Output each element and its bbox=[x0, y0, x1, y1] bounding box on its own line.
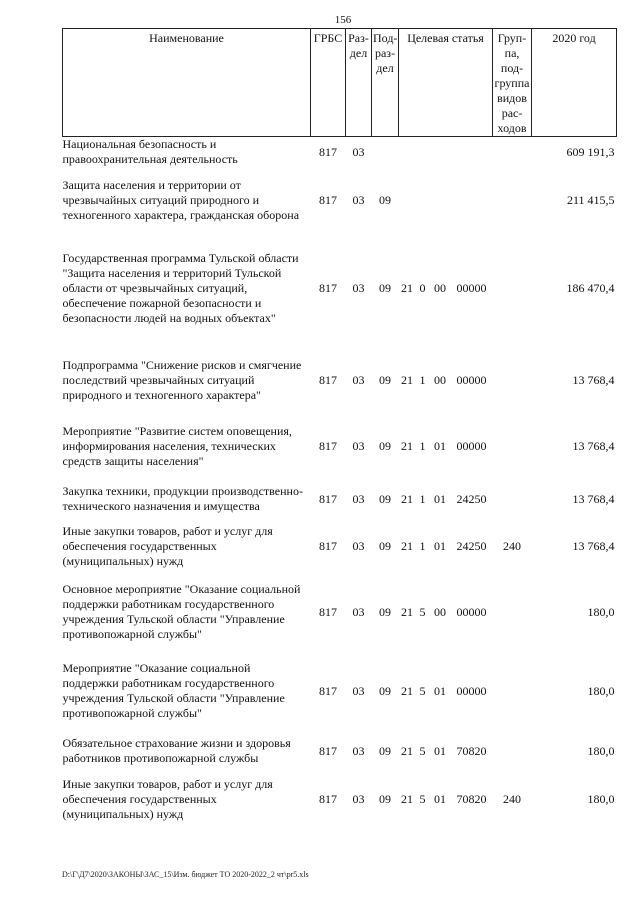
table-row bbox=[63, 137, 617, 168]
cell-name: Подпрограмма "Снижение рисков и смягчение последствий чрезвычайных ситуаций природного и техногенного характера" bbox=[62, 357, 302, 402]
cell-cs-event: 01 bbox=[434, 791, 446, 806]
cell-podrazdel: 09 bbox=[379, 280, 391, 295]
cell-cs-event: 01 bbox=[434, 743, 446, 758]
cell-sum-2020: 211 415,5 bbox=[566, 192, 615, 207]
cell-razdel: 03 bbox=[352, 683, 365, 698]
cell-name: Мероприятие "Оказание социальной поддержки работникам государственного учреждения Тульской области "Управление противопожарной службы" bbox=[62, 661, 285, 720]
cell-podrazdel: 09 bbox=[379, 192, 391, 207]
cell-razdel: 03 bbox=[352, 604, 365, 619]
cell-sum-2020: 13 768,4 bbox=[572, 438, 615, 453]
cell-grbs: 817 bbox=[319, 438, 337, 453]
cell-vid-rashodov bbox=[493, 475, 532, 523]
cell-cs-event bbox=[430, 167, 451, 233]
cell-razdel: 03 bbox=[352, 791, 365, 806]
cell-vid-rashodov bbox=[493, 137, 532, 168]
cell-grbs: 817 bbox=[319, 538, 337, 553]
cell-cs-subprogram: 5 bbox=[419, 791, 426, 806]
cell-podrazdel: 09 bbox=[379, 538, 391, 553]
cell-sum-2020: 13 768,4 bbox=[572, 491, 615, 506]
header-grbs: ГРБС bbox=[311, 29, 346, 137]
cell-cs-direction: 24250 bbox=[456, 538, 487, 553]
header-gruppa-vidov-rashodov: Груп-па, под-группа видов рас-ходов bbox=[493, 29, 532, 137]
cell-razdel: 03 bbox=[352, 372, 365, 387]
budget-table bbox=[62, 28, 617, 823]
cell-cs-direction: 00000 bbox=[456, 438, 487, 453]
cell-sum-2020: 609 191,3 bbox=[566, 144, 615, 159]
table-row bbox=[63, 775, 617, 823]
cell-cs-program: 21 bbox=[401, 438, 413, 453]
table-row bbox=[63, 475, 617, 523]
cell-cs-program: 21 bbox=[401, 538, 413, 553]
header-podrazdel: Под-раз-дел bbox=[372, 29, 399, 137]
cell-vid-rashodov bbox=[493, 569, 532, 655]
cell-cs-subprogram: 0 bbox=[419, 280, 426, 295]
cell-cs-direction bbox=[451, 137, 493, 168]
table-row bbox=[63, 417, 617, 475]
cell-grbs: 817 bbox=[319, 791, 337, 806]
cell-cs-direction: 00000 bbox=[456, 683, 487, 698]
cell-cs-event: 01 bbox=[434, 538, 446, 553]
cell-vid-rashodov bbox=[493, 167, 532, 233]
cell-vid-rashodov bbox=[493, 727, 532, 775]
cell-sum-2020: 180,0 bbox=[587, 604, 615, 619]
cell-name: Основное мероприятие "Оказание социальной поддержки работникам государственного учреждения Тульской области "Управление противопожарной службы" bbox=[62, 582, 301, 641]
cell-grbs: 817 bbox=[319, 144, 337, 159]
cell-podrazdel: 09 bbox=[379, 791, 391, 806]
cell-cs-program bbox=[399, 167, 416, 233]
cell-vid-rashodov bbox=[493, 233, 532, 343]
header-celevaya-statya: Целевая статья bbox=[399, 29, 493, 137]
cell-cs-subprogram: 1 bbox=[419, 491, 426, 506]
cell-cs-program: 21 bbox=[401, 743, 413, 758]
cell-cs-direction: 00000 bbox=[456, 372, 487, 387]
table-header-row bbox=[63, 29, 617, 137]
cell-podrazdel: 09 bbox=[379, 491, 391, 506]
cell-cs-subprogram bbox=[416, 167, 430, 233]
cell-cs-program: 21 bbox=[401, 604, 413, 619]
cell-cs-subprogram: 1 bbox=[419, 538, 426, 553]
cell-razdel: 03 bbox=[352, 438, 365, 453]
cell-name: Государственная программа Тульской области "Защита населения и территорий Тульской области от чрезвычайных ситуаций, обеспечение пожарной безопасности и безопасности людей на водных объектах" bbox=[62, 250, 299, 325]
cell-name: Иные закупки товаров, работ и услуг для обеспечения государственных (муниципальных) нужд bbox=[62, 776, 273, 821]
cell-razdel: 03 bbox=[352, 743, 365, 758]
cell-cs-direction: 00000 bbox=[456, 280, 487, 295]
cell-vid-rashodov bbox=[493, 417, 532, 475]
cell-razdel: 03 bbox=[352, 144, 365, 159]
cell-cs-event: 01 bbox=[434, 438, 446, 453]
cell-sum-2020: 186 470,4 bbox=[566, 280, 615, 295]
cell-grbs: 817 bbox=[319, 491, 337, 506]
cell-sum-2020: 13 768,4 bbox=[572, 538, 615, 553]
cell-podrazdel: 09 bbox=[379, 372, 391, 387]
table-row bbox=[63, 655, 617, 727]
cell-cs-event: 00 bbox=[434, 280, 446, 295]
cell-cs-program: 21 bbox=[401, 683, 413, 698]
cell-podrazdel: 09 bbox=[379, 438, 391, 453]
page-number: 156 bbox=[334, 14, 352, 26]
table-row bbox=[63, 233, 617, 343]
table-row bbox=[63, 523, 617, 569]
cell-cs-event: 00 bbox=[434, 372, 446, 387]
cell-cs-subprogram: 5 bbox=[419, 683, 426, 698]
cell-grbs: 817 bbox=[319, 280, 337, 295]
cell-grbs: 817 bbox=[319, 683, 337, 698]
cell-cs-direction: 24250 bbox=[456, 491, 487, 506]
cell-sum-2020: 180,0 bbox=[587, 791, 615, 806]
cell-razdel: 03 bbox=[352, 280, 365, 295]
cell-name: Защита населения и территории от чрезвычайных ситуаций природного и техногенного характера, гражданская оборона bbox=[62, 177, 300, 222]
cell-grbs: 817 bbox=[319, 372, 337, 387]
cell-name: Национальная безопасность и правоохранительная деятельность bbox=[62, 137, 238, 166]
cell-podrazdel: 09 bbox=[379, 683, 391, 698]
cell-name: Иные закупки товаров, работ и услуг для обеспечения государственных (муниципальных) нужд bbox=[62, 523, 273, 568]
cell-vid-rashodov bbox=[493, 343, 532, 417]
cell-cs-direction bbox=[451, 167, 493, 233]
cell-cs-program bbox=[399, 137, 416, 168]
cell-cs-program: 21 bbox=[401, 280, 413, 295]
cell-cs-subprogram: 5 bbox=[419, 604, 426, 619]
cell-cs-program: 21 bbox=[401, 791, 413, 806]
table-body bbox=[63, 137, 617, 824]
cell-podrazdel: 09 bbox=[379, 604, 391, 619]
cell-grbs: 817 bbox=[319, 192, 337, 207]
cell-razdel: 03 bbox=[352, 538, 365, 553]
cell-podrazdel: 09 bbox=[379, 743, 391, 758]
cell-cs-direction: 70820 bbox=[456, 791, 487, 806]
cell-name: Мероприятие "Развитие систем оповещения, информирования населения, технических средств защиты населения" bbox=[62, 423, 292, 468]
cell-razdel: 03 bbox=[352, 192, 365, 207]
cell-cs-direction: 00000 bbox=[456, 604, 487, 619]
cell-vid-rashodov bbox=[493, 655, 532, 727]
cell-cs-event: 00 bbox=[434, 604, 446, 619]
cell-cs-event: 01 bbox=[434, 683, 446, 698]
cell-cs-program: 21 bbox=[401, 491, 413, 506]
header-year: 2020 год bbox=[532, 29, 617, 137]
header-razdel: Раз-дел bbox=[346, 29, 372, 137]
cell-grbs: 817 bbox=[319, 743, 337, 758]
table-row bbox=[63, 167, 617, 233]
cell-cs-event: 01 bbox=[434, 491, 446, 506]
cell-name: Закупка техники, продукции производственно-технического назначения и имущества bbox=[62, 484, 303, 513]
cell-sum-2020: 180,0 bbox=[587, 743, 615, 758]
cell-cs-subprogram: 1 bbox=[419, 438, 426, 453]
cell-vid-rashodov: 240 bbox=[503, 538, 522, 553]
table-row bbox=[63, 727, 617, 775]
cell-name: Обязательное страхование жизни и здоровья работников противопожарной службы bbox=[62, 736, 291, 765]
footer-file-path: D:\Г\Д7\2020\ЗАКОНЫ\ЗАС_15\Изм. бюджет ТО 2020-2022_2 чт\pr5.xls bbox=[62, 870, 309, 879]
cell-cs-direction: 70820 bbox=[456, 743, 487, 758]
header-name: Наименование bbox=[63, 29, 311, 137]
cell-vid-rashodov: 240 bbox=[503, 791, 522, 806]
cell-sum-2020: 13 768,4 bbox=[572, 372, 615, 387]
cell-cs-event bbox=[430, 137, 451, 168]
cell-cs-subprogram: 1 bbox=[419, 372, 426, 387]
cell-cs-subprogram: 5 bbox=[419, 743, 426, 758]
cell-razdel: 03 bbox=[352, 491, 365, 506]
table-row bbox=[63, 569, 617, 655]
table-row bbox=[63, 343, 617, 417]
cell-cs-program: 21 bbox=[401, 372, 413, 387]
cell-podrazdel bbox=[372, 137, 399, 168]
cell-cs-subprogram bbox=[416, 137, 430, 168]
cell-sum-2020: 180,0 bbox=[587, 683, 615, 698]
cell-grbs: 817 bbox=[319, 604, 337, 619]
